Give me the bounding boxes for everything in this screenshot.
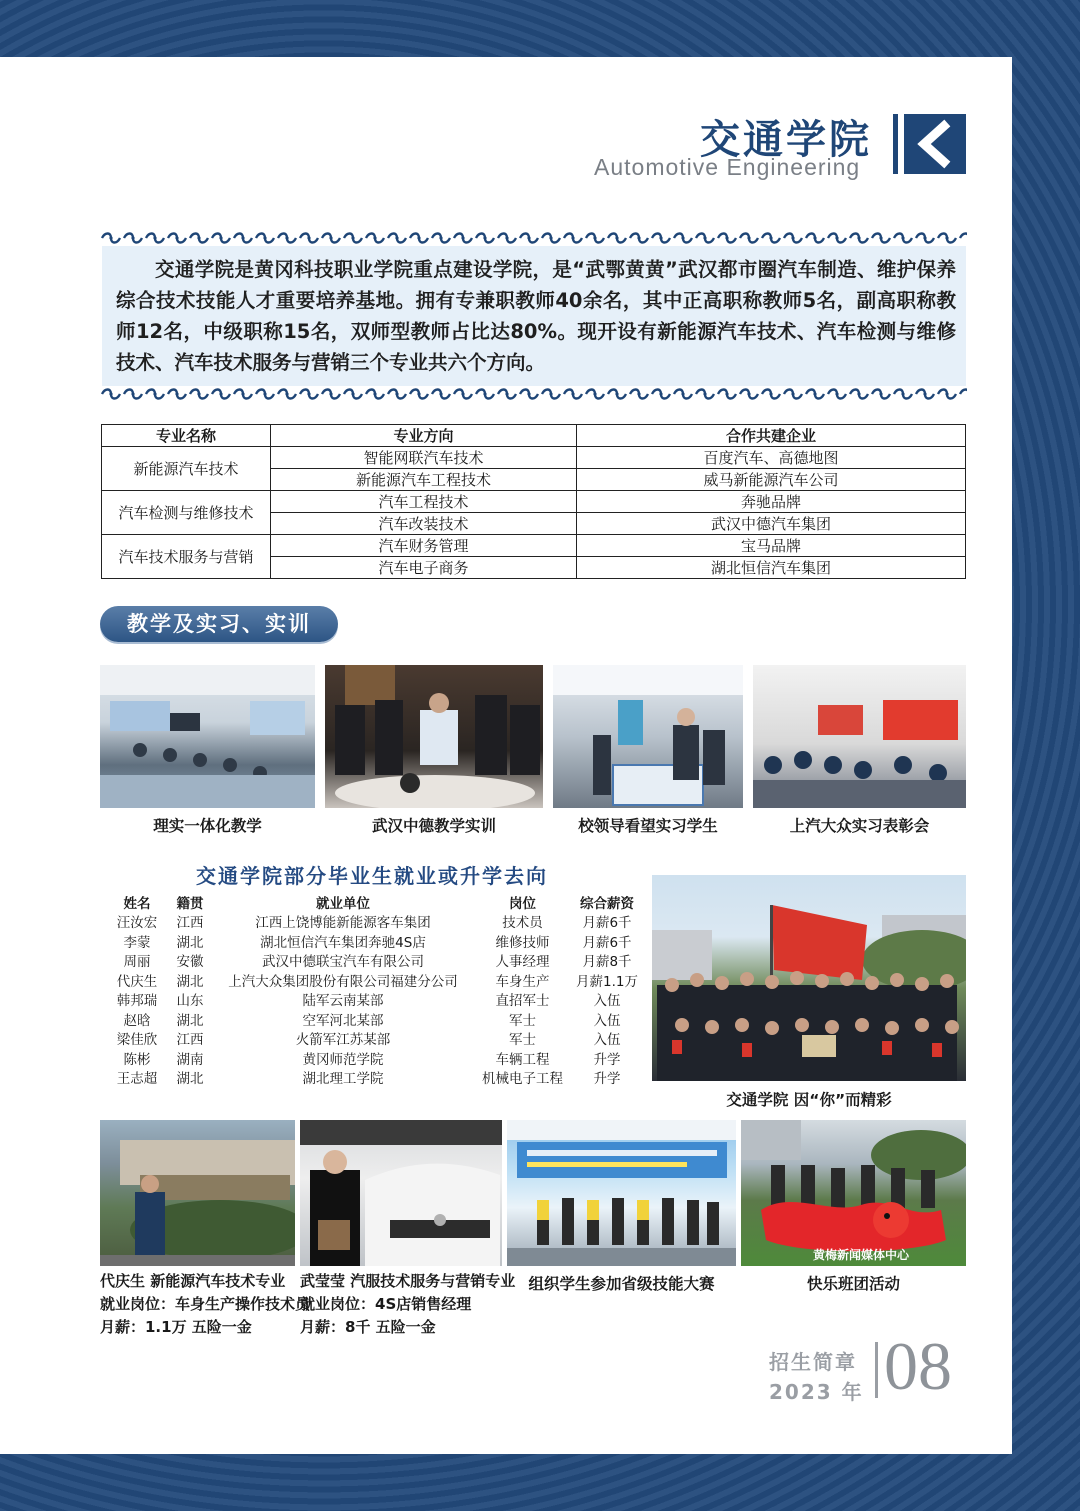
footer-divider: [875, 1342, 878, 1398]
graduate-position: 维修技师: [495, 934, 550, 951]
header-divider: [893, 114, 898, 174]
graduate-1-name: 代庆生 新能源汽车技术专业: [100, 1272, 286, 1290]
section-title-pill: 教学及实习、实训: [100, 606, 338, 642]
group-photo-caption: 交通学院 因“你”而精彩: [726, 1091, 892, 1109]
graduates-header-row: [103, 892, 648, 911]
graduate-employer: 空军河北某部: [302, 1012, 384, 1029]
table-row: [103, 989, 648, 1008]
column-header: 姓名: [123, 896, 151, 912]
graduate-origin: 湖南: [176, 1051, 204, 1068]
page-subtitle: Automotive Engineering: [594, 154, 861, 180]
photo-caption: 校领导看望实习学生: [578, 817, 718, 835]
major-direction: 汽车财务管理: [271, 535, 577, 557]
partner-company: 宝马品牌: [577, 535, 966, 557]
table-row: [102, 491, 966, 513]
partner-company: 奔驰品牌: [577, 491, 966, 513]
graduate-salary: 月薪6千: [582, 915, 632, 931]
intro-paragraph: 交通学院是黄冈科技职业学院重点建设学院，是“武鄂黄黄”武汉都市圈汽车制造、维护保养综合技术技能人才重要培养基地。拥有专兼职教师40余名，其中正高职称教师5名，副高职称教师12名，中级职称15名，双师型教师占比达80%。现开设有新能源汽车技术、汽车检测与维修技术、汽车技术服务与营销三个专业共六个方向。: [116, 258, 956, 374]
graduate-employer: 武汉中德联宝汽车有限公司: [262, 954, 424, 970]
photo-watermark: 黄梅新闻媒体中心: [813, 1248, 910, 1262]
competition-caption: 组织学生参加省级技能大赛: [528, 1275, 715, 1293]
table-row: [102, 535, 966, 557]
graduate-salary: 月薪1.1万: [576, 973, 638, 990]
table-row: [103, 1067, 648, 1086]
graduate-salary: 月薪8千: [582, 954, 632, 970]
photo-ceremony: [753, 665, 966, 808]
graduate-origin: 江西: [176, 1032, 204, 1048]
photo-group: [652, 875, 966, 1081]
graduate-position: 车身生产: [495, 973, 550, 990]
table-row: [102, 447, 966, 469]
photo-caption: 上汽大众实习表彰会: [789, 817, 930, 835]
graduate-name: 赵晗: [123, 1012, 151, 1029]
major-name: 汽车技术服务与营销: [102, 535, 271, 579]
graduate-origin: 山东: [176, 993, 204, 1009]
table-header: 专业名称: [102, 425, 271, 447]
graduate-1-caption: [100, 1270, 310, 1339]
graduate-origin: 安徽: [176, 954, 204, 970]
major-name: 新能源汽车技术: [102, 447, 271, 491]
photo-activity: [741, 1120, 966, 1266]
graduate-1-salary: 月薪：1.1万 五险一金: [100, 1318, 252, 1336]
photo-leaders: [553, 665, 743, 808]
activity-caption: 快乐班团活动: [806, 1275, 900, 1293]
graduate-name: 梁佳欣: [116, 1032, 158, 1048]
graduate-2-salary: 月薪：8千 五险一金: [300, 1318, 436, 1336]
photo-classroom: [100, 665, 315, 808]
graduate-position: 人事经理: [495, 954, 550, 970]
column-header: 岗位: [509, 896, 536, 912]
photo-graduate-2: [300, 1120, 502, 1266]
photo-competition: [507, 1120, 736, 1266]
partner-company: 湖北恒信汽车集团: [577, 557, 966, 579]
graduate-salary: 升学: [593, 1051, 621, 1068]
graduate-name: 代庆生: [116, 973, 158, 990]
table-row: [103, 950, 648, 969]
graduate-employer: 黄冈师范学院: [302, 1051, 384, 1068]
table-row: [103, 1009, 648, 1028]
graduate-2-name: 武莹莹 汽服技术服务与营销专业: [300, 1272, 516, 1290]
graduate-salary: 入伍: [593, 1012, 621, 1029]
page-number: 08: [884, 1328, 952, 1404]
graduate-2-caption: [300, 1270, 515, 1339]
major-direction: 智能网联汽车技术: [271, 447, 577, 469]
graduate-name: 李蒙: [123, 934, 151, 951]
column-header: 就业单位: [316, 896, 370, 912]
page-title: 交通学院: [700, 117, 872, 163]
graduate-employer: 湖北恒信汽车集团奔驰4S店: [260, 934, 426, 951]
majors-table: [101, 424, 966, 579]
major-direction: 汽车工程技术: [271, 491, 577, 513]
table-row: [103, 1048, 648, 1067]
major-name: 汽车检测与维修技术: [102, 491, 271, 535]
graduate-employer: 陆军云南某部: [302, 993, 384, 1009]
graduate-salary: 入伍: [593, 1032, 621, 1048]
graduate-employer: 上汽大众集团股份有限公司福建分公司: [228, 973, 458, 990]
partner-company: 威马新能源汽车公司: [577, 469, 966, 491]
graduate-position: 军士: [509, 1032, 536, 1048]
photo-training: [325, 665, 543, 808]
graduate-1-job: 就业岗位：车身生产操作技术员: [100, 1295, 311, 1313]
graduate-employer: 江西上饶博能新能源客车集团: [255, 915, 431, 931]
table-header: 专业方向: [271, 425, 577, 447]
photo-graduate-1: [100, 1120, 295, 1266]
photo-caption: 武汉中德教学实训: [371, 817, 496, 835]
column-header: 综合薪资: [580, 896, 634, 912]
graduate-salary: 月薪6千: [582, 934, 632, 951]
graduate-origin: 湖北: [176, 973, 204, 990]
graduate-name: 王志超: [116, 1071, 158, 1087]
graduate-origin: 湖北: [176, 934, 204, 951]
ornament-border-top: [100, 230, 967, 246]
table-header: 合作共建企业: [577, 425, 966, 447]
graduate-name: 陈彬: [123, 1051, 151, 1068]
graduate-salary: 升学: [593, 1071, 621, 1087]
graduates-title: 交通学院部分毕业生就业或升学去向: [196, 864, 548, 888]
graduate-position: 车辆工程: [495, 1051, 550, 1068]
brochure-title: 招生简章: [769, 1350, 857, 1374]
major-direction: 汽车改装技术: [271, 513, 577, 535]
graduate-position: 军士: [509, 1012, 536, 1029]
graduate-position: 机械电子工程: [482, 1071, 563, 1087]
graduate-name: 周丽: [123, 954, 151, 970]
column-header: 籍贯: [176, 896, 204, 912]
graduate-origin: 江西: [176, 915, 204, 931]
brochure-year: 2023 年: [769, 1380, 864, 1404]
graduate-name: 韩邦瑞: [116, 993, 158, 1009]
graduate-salary: 入伍: [593, 993, 621, 1009]
table-row: [103, 931, 648, 950]
table-row: [103, 1028, 648, 1047]
partner-company: 武汉中德汽车集团: [577, 513, 966, 535]
major-direction: 汽车电子商务: [271, 557, 577, 579]
partner-company: 百度汽车、高德地图: [577, 447, 966, 469]
chevron-left-icon: [904, 114, 966, 174]
graduate-position: 技术员: [502, 915, 543, 931]
graduate-position: 直招军士: [495, 993, 550, 1009]
ornament-border-bottom: [100, 386, 967, 402]
graduate-origin: 湖北: [176, 1012, 204, 1029]
table-row: [103, 911, 648, 930]
table-row: [103, 970, 648, 989]
graduate-employer: 湖北理工学院: [302, 1071, 384, 1087]
graduate-origin: 湖北: [176, 1071, 204, 1087]
table-header-row: [102, 425, 966, 447]
photo-caption: 理实一体化教学: [153, 817, 262, 835]
graduate-employer: 火箭军江苏某部: [295, 1032, 391, 1048]
graduate-2-job: 就业岗位：4S店销售经理: [300, 1295, 472, 1313]
major-direction: 新能源汽车工程技术: [271, 469, 577, 491]
graduate-name: 汪汝宏: [116, 915, 158, 931]
